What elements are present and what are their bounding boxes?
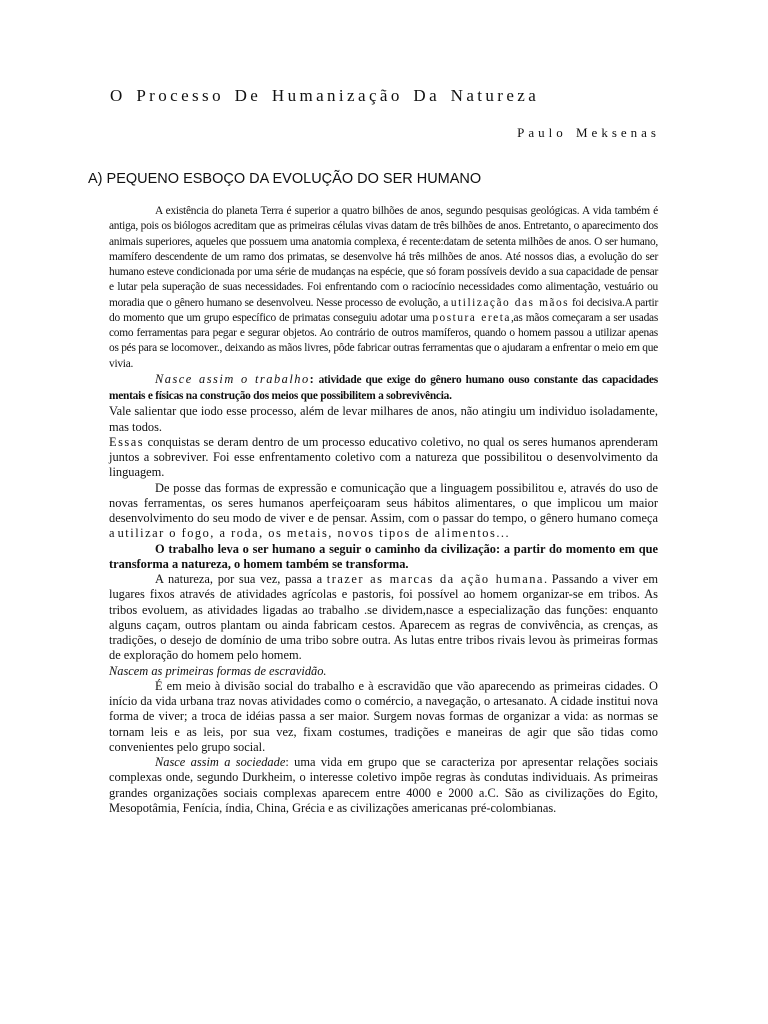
paragraph-6: O trabalho leva o ser humano a seguir o caminho da civilização: a partir do momento em que transforma a natureza, o homem também se transforma.	[109, 541, 658, 571]
paragraph-3: Vale salientar que iodo esse processo, além de levar milhares de anos, não atingiu um individuo isoladamente, mas todos.	[109, 404, 658, 434]
paragraph-2: Nasce assim o trabalho: atividade que exige do gênero humano ouso constante das capacidades mentais e físicas na construção dos meios que possibilitem a sobrevivência.	[109, 371, 658, 402]
paragraph-4: Essas conquistas se deram dentro de um processo educativo coletivo, no qual os seres humanos aprenderam juntos a sobreviver. Foi esse enfrentamento coletivo com a natureza que possibilitou o desenvolvimento da linguagem.	[109, 434, 658, 480]
emphasis-tools: utilizar o fogo, a roda, os metais, novos tipos de alimentos...	[117, 526, 511, 541]
section-heading: A) PEQUENO ESBOÇO DA EVOLUÇÃO DO SER HUMANO	[88, 171, 482, 187]
emphasis-posture: postura ereta	[432, 311, 511, 324]
emphasis-marks: trazer as marcas da ação humana	[326, 572, 544, 586]
paragraph-9: É em meio à divisão social do trabalho e à escravidão que vão aparecendo as primeiras cidades. O início da vida urbana traz novas atividades como o comércio, a navegação, o artesanato. A cidade institui nova forma de viver; a troca de idéias passa a ser maior. Surgem novas formas de organizar a vida: as normas se tornam leis e as leis, por sua vez, fixam costumes, tradições e maneiras de agir que são tidas como convenientes pelo grupo social.	[109, 678, 658, 754]
paragraph-7: A natureza, por sua vez, passa a trazer as marcas da ação humana. Passando a viver em lugares fixos através de atividades agrícolas e pastoris, foi possível ao homem organizar-se em tribos. As tribos evoluem, as atividades ligadas ao trabalho .se dividem,nasce a especialização das funções: enquanto alguns caçam, outros plantam ou ainda fabricam cestos. Aparecem as regras de convivência, as crenças, as tradições, o desejo de domínio de uma tribo sobre outra. As lutas entre tribos rivais levou às primeiras formas de exploração do homem pelo homem.	[109, 572, 658, 663]
paragraph-1: A existência do planeta Terra é superior a quatro bilhões de anos, segundo pesquisas geológicas. A vida também é antiga, pois os biólogos acreditam que as primeiras células vivas datam de três bilhões de anos. Entretanto, o aparecimento dos animais superiores, aqueles que possuem uma anatomia complexa, é recente:datam de setenta milhões de anos. O ser humano, mamífero descendente de um ramo dos primatas, se desenvolve há três milhões de anos. Até nossos dias, a evolução do ser humano esteve condicionada por uma série de mudanças na espécie, que só foram possíveis devido a sua capacidade de pensar e lutar pela superação de suas necessidades. Foi enfrentando com o raciocínio necessidades como alimentação, vestuário ou moradia que o gênero humano se desenvolveu. Nesse processo de evolução, a utilização das mãos foi decisiva.A partir do momento que um grupo específico de primatas conseguiu adotar uma postura ereta,as mãos começaram a ser usadas como ferramentas para pegar e segurar objetos. Ao contrário de outros mamíferos, quando o homem passou a utilizar apenas os pés para se locomover., deixando as mãos livres, pôde fabricar outras ferramentas que o ajudaram a enfrentar o meio em que vivia.	[109, 205, 658, 370]
emphasis-hands: utilização das mãos	[450, 296, 570, 309]
author-name: Paulo Meksenas	[517, 125, 660, 140]
body-text	[109, 204, 658, 816]
paragraph-10: Nasce assim a sociedade: uma vida em grupo que se caracteriza por apresentar relações sociais complexas onde, segundo Durkheim, o interesse coletivo impõe regras às condutas individuais. As primeiras grandes organizações sociais complexas aparecem entre 4000 e 2000 a.C. São as civilizações do Egito, Mesopotâmia, Fenícia, índia, China, Grécia e as civilizações americanas pré-colombianas.	[109, 755, 658, 815]
emphasis-work: Nasce assim o trabalho	[155, 371, 310, 386]
document-title: O Processo De Humanização Da Natureza	[110, 86, 540, 105]
paragraph-8: Nascem as primeiras formas de escravidão.	[109, 663, 327, 678]
emphasis-society: Nasce assim a sociedade	[155, 755, 286, 769]
paragraph-5: De posse das formas de expressão e comunicação que a linguagem possibilitou e, através do uso de novas ferramentas, os seres humanos aperfeiçoaram seus hábitos alimentares, o que implicou um maior desenvolvimento do seu modo de viver e de pensar. Assim, com o passar do tempo, o gênero humano começa a utilizar o fogo, a roda, os metais, novos tipos de alimentos...	[109, 480, 658, 541]
